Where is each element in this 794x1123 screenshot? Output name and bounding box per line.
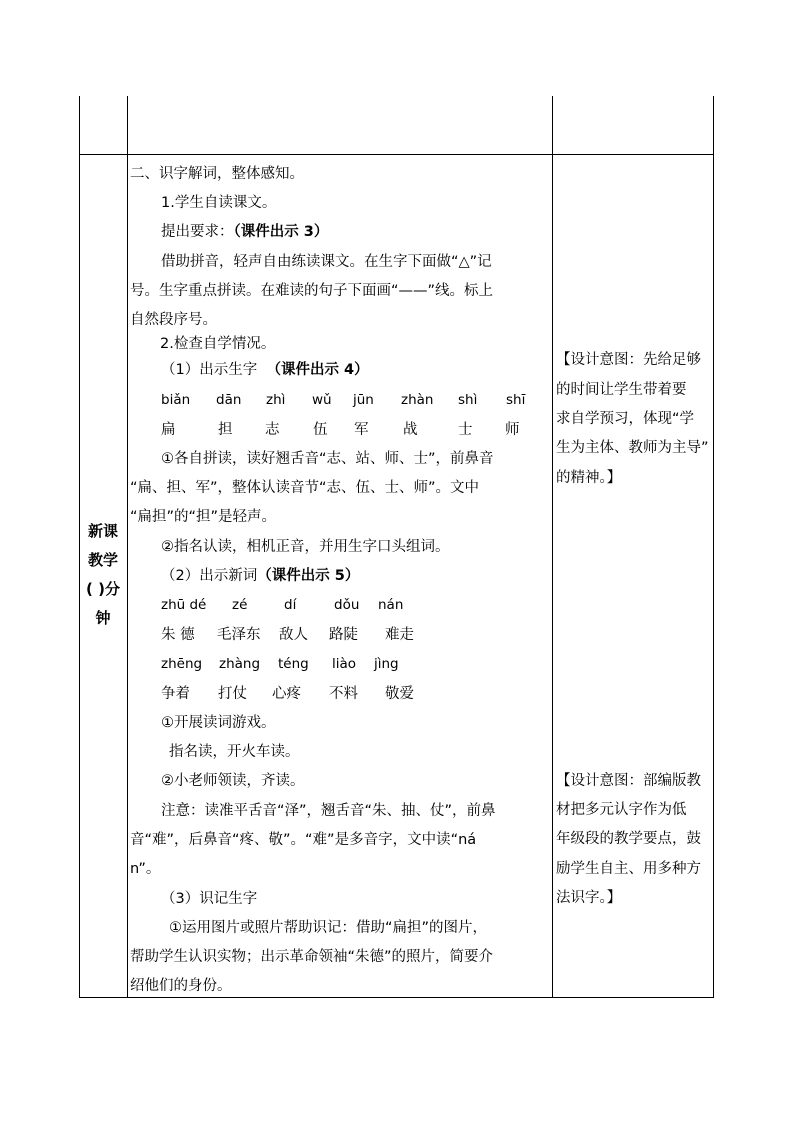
- attention-note: 注意：读准平舌音“泽”，翘舌音“朱、抽、仗”，前鼻: [161, 803, 496, 819]
- reading-note: ②指名认读，相机正音，并用生字口头组词。: [161, 539, 450, 555]
- requirements-text: 号。生字重点拼读。在难读的句子下面画“——”线。标上: [130, 283, 494, 299]
- character: 志: [265, 422, 280, 438]
- pinyin: zhàn: [401, 392, 434, 408]
- pinyin: dí: [284, 597, 297, 613]
- table-row-divider: [79, 154, 714, 155]
- pinyin: jūn: [353, 392, 374, 408]
- requirements-text: 自然段序号。: [130, 312, 217, 328]
- show-chars-line: [161, 360, 369, 380]
- reading-note: “扁担”的“担”是轻声。: [130, 509, 277, 525]
- memorize-text: 帮助学生认识实物；出示革命领袖“朱德”的照片，简要介: [130, 949, 494, 965]
- pinyin: zhū dé: [161, 597, 207, 613]
- attention-note: n”。: [130, 861, 161, 877]
- character: 战: [403, 422, 418, 438]
- table-col-divider-1: [127, 96, 128, 998]
- pinyin: dǒu: [334, 597, 360, 613]
- memorize-heading: （3）识记生字: [161, 891, 258, 907]
- design-note-line: 年级段的教学要点，鼓: [556, 831, 701, 847]
- memorize-text: ①运用图片或照片帮助识记：借助“扁担”的图片，: [169, 920, 488, 936]
- courseware-ref-3: （课件出示 3）: [233, 224, 329, 240]
- section-label-line: ( )分: [86, 580, 120, 598]
- word: 打仗: [218, 686, 247, 702]
- pinyin: zhì: [266, 392, 286, 408]
- section-heading: 二、识字解词，整体感知。: [130, 166, 304, 182]
- show-words-prefix: （2）出示新词: [161, 568, 258, 584]
- memorize-text: 绍他们的身份。: [130, 978, 232, 994]
- design-note-line: 【设计意图：先给足够: [556, 352, 701, 368]
- pinyin: shī: [506, 392, 526, 408]
- pinyin: zhēng: [161, 656, 203, 672]
- pinyin: jìng: [374, 656, 399, 672]
- design-note-line: 【设计意图：部编版教: [556, 773, 701, 789]
- design-note-line: 材把多元认字作为低: [556, 802, 687, 818]
- attention-note: 音“难”，后鼻音“疼、敬”。“难”是多音字，文中读“ná: [130, 832, 477, 848]
- section-label-line: 新课: [87, 522, 118, 540]
- word: 路陡: [329, 627, 358, 643]
- pinyin: biǎn: [161, 392, 191, 408]
- game-step: ②小老师领读，齐读。: [161, 773, 305, 789]
- pinyin: wǔ: [312, 392, 332, 408]
- pinyin: nán: [378, 597, 404, 613]
- character: 担: [218, 422, 233, 438]
- reading-note: ①各自拼读，读好翘舌音“志、站、师、士”，前鼻音: [161, 451, 494, 467]
- word: 心疼: [272, 686, 301, 702]
- table-bottom-border: [79, 997, 714, 998]
- table-col-divider-2: [552, 96, 553, 998]
- courseware-ref-4: （课件出示 4）: [266, 362, 369, 378]
- design-note-line: 的精神。】: [556, 470, 622, 486]
- character: 军: [354, 422, 369, 438]
- design-note-line: 的时间让学生带着要: [556, 382, 687, 398]
- pinyin: zhàng: [219, 656, 261, 672]
- design-note-line: 法识字。】: [556, 890, 622, 906]
- character: 伍: [313, 422, 328, 438]
- word: 敬爱: [385, 686, 414, 702]
- pinyin: dān: [216, 392, 242, 408]
- character: 师: [505, 422, 520, 438]
- show-words-line: [161, 566, 359, 586]
- game-step-detail: 指名读，开火车读。: [169, 744, 300, 760]
- word: 争着: [161, 686, 190, 702]
- section-label-line: 钟: [95, 609, 111, 627]
- step-1: 1.学生自读课文。: [161, 195, 277, 211]
- word: 朱 德: [161, 627, 195, 643]
- pinyin: shì: [458, 392, 478, 408]
- word: 难走: [385, 627, 414, 643]
- step-2: 2.检查自学情况。: [160, 336, 276, 352]
- game-step: ①开展读词游戏。: [161, 715, 276, 731]
- pinyin: téng: [278, 656, 309, 672]
- word: 毛泽东: [217, 627, 261, 643]
- pinyin: zé: [232, 597, 248, 613]
- section-label-line: 教学: [87, 551, 118, 569]
- word: 敌人: [279, 627, 308, 643]
- requirements-text: 借助拼音，轻声自由练读课文。在生字下面做“△”记: [161, 254, 492, 270]
- design-note-line: 求自学预习，体现“学: [556, 411, 695, 427]
- pinyin: liào: [332, 656, 357, 672]
- courseware-ref-5: （课件出示 5）: [257, 568, 360, 584]
- design-note-line: 励学生自主、用多种方: [556, 861, 701, 877]
- requirements-prefix: 提出要求：: [161, 224, 234, 240]
- requirements-line: [161, 222, 328, 242]
- show-chars-prefix: （1）出示生字: [161, 362, 258, 378]
- design-note-line: 生为主体、教师为主导”: [556, 440, 709, 456]
- character: 士: [458, 422, 473, 438]
- word: 不料: [329, 686, 358, 702]
- reading-note: “扁、担、军”，整体认读音节“志、伍、士、师”。文中: [130, 480, 480, 496]
- character: 扁: [161, 422, 176, 438]
